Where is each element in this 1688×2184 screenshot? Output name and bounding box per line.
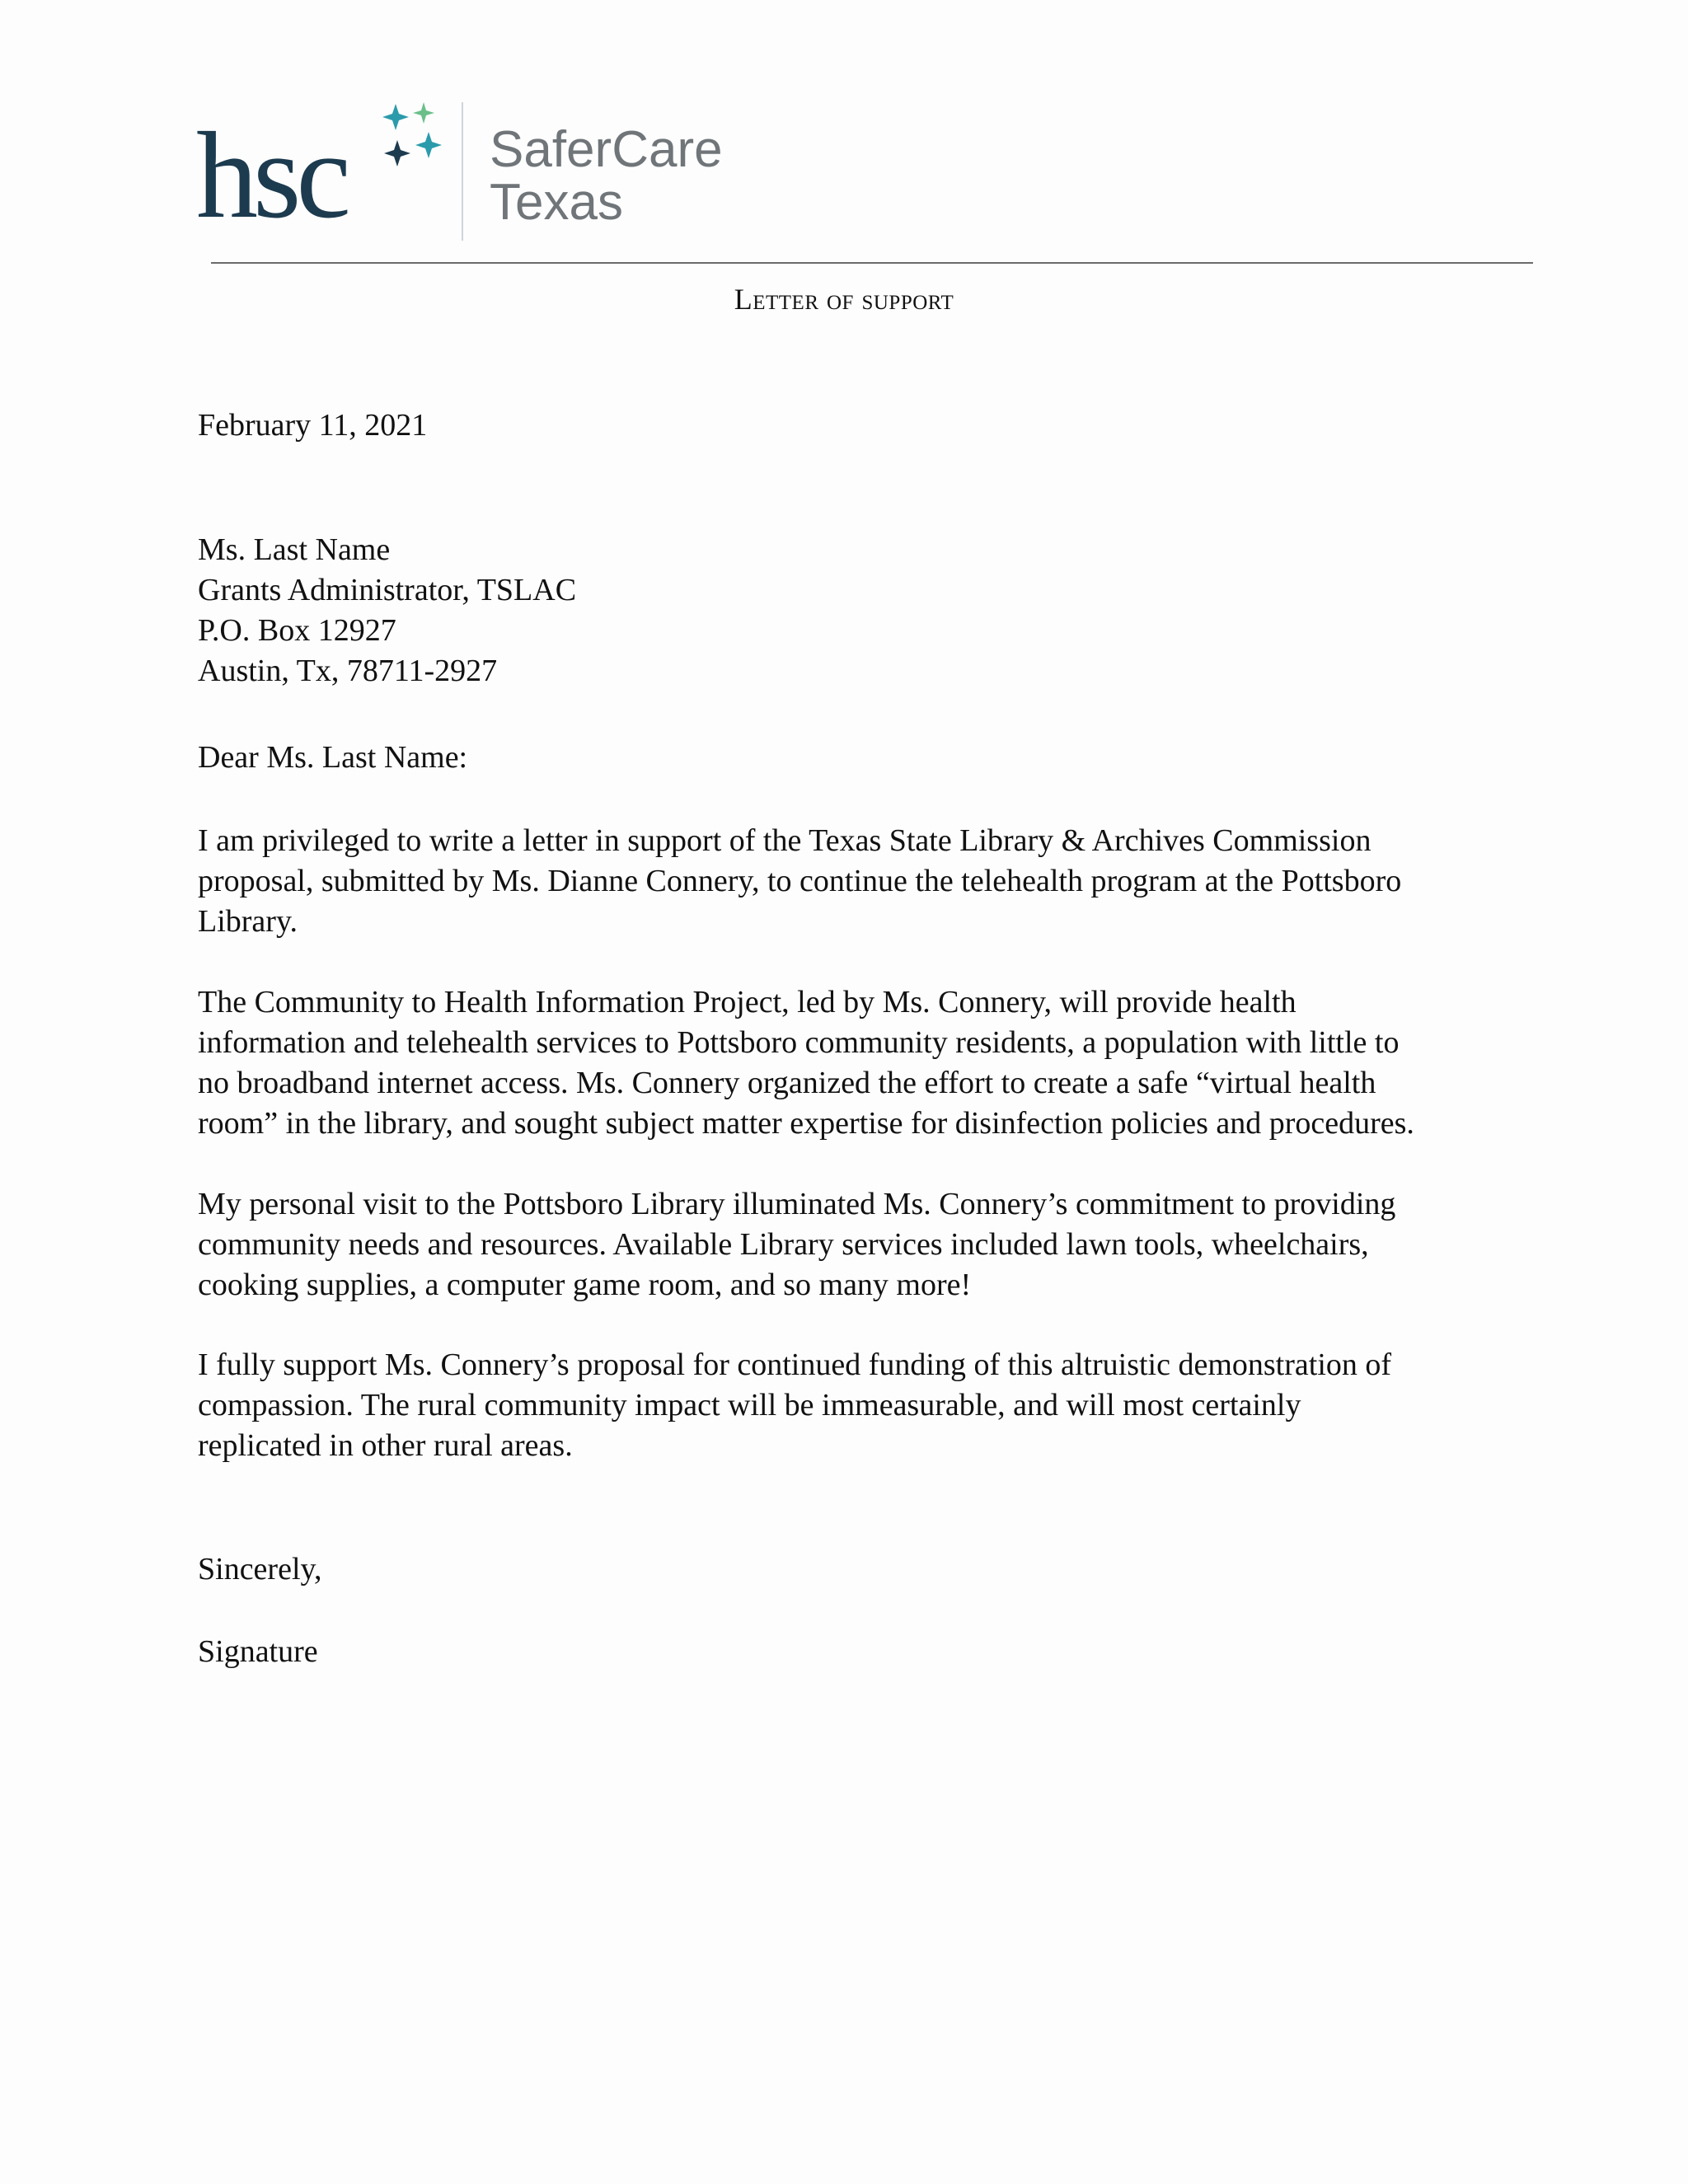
paragraph-line: I am privileged to write a letter in support of the Texas State Library & Archives Commission xyxy=(198,823,1372,858)
signature-placeholder: Signature xyxy=(198,1634,318,1669)
letter-date: February 11, 2021 xyxy=(198,408,428,443)
paragraph-line: The Community to Health Information Project, led by Ms. Connery, will provide health xyxy=(198,985,1296,1019)
letterhead-logo xyxy=(196,97,773,246)
star-top-left xyxy=(382,104,409,130)
salutation: Dear Ms. Last Name: xyxy=(198,740,468,775)
star-top-right xyxy=(413,102,434,124)
paragraph-line: cooking supplies, a computer game room, and so many more! xyxy=(198,1268,972,1302)
header-rule xyxy=(211,262,1533,264)
paragraph-line: room” in the library, and sought subject matter expertise for disinfection policies and procedures. xyxy=(198,1106,1414,1141)
sparkle-stars-icon xyxy=(371,97,470,180)
paragraph-line: I fully support Ms. Connery’s proposal for continued funding of this altruistic demonstration of xyxy=(198,1347,1392,1382)
recipient-name: Ms. Last Name xyxy=(198,532,391,567)
body-paragraph-3 xyxy=(198,1184,1550,1305)
recipient-po-box: P.O. Box 12927 xyxy=(198,613,396,648)
paragraph-line: replicated in other rural areas. xyxy=(198,1428,573,1463)
paragraph-line: no broadband internet access. Ms. Connery organized the effort to create a safe “virtual health xyxy=(198,1066,1376,1100)
logo-divider xyxy=(462,102,463,241)
brand-name xyxy=(490,121,723,231)
paragraph-line: community needs and resources. Available Library services included lawn tools, wheelchairs, xyxy=(198,1227,1369,1262)
paragraph-line: My personal visit to the Pottsboro Library illuminated Ms. Connery’s commitment to providing xyxy=(198,1187,1396,1221)
star-right xyxy=(415,132,442,158)
paragraph-line: proposal, submitted by Ms. Dianne Connery, to continue the telehealth program at the Pottsboro xyxy=(198,864,1402,898)
hsc-logo-text: hsc xyxy=(196,107,346,244)
recipient-address xyxy=(198,530,1550,691)
document-title: Letter of support xyxy=(734,283,954,316)
body-paragraph-4 xyxy=(198,1345,1550,1466)
paragraph-line: Library. xyxy=(198,904,298,939)
brand-line-2: Texas xyxy=(490,174,623,231)
brand-line-1: SaferCare xyxy=(490,121,723,178)
recipient-city: Austin, Tx, 78711-2927 xyxy=(198,654,498,688)
paragraph-line: information and telehealth services to Pottsboro community residents, a population with little to xyxy=(198,1025,1400,1060)
body-paragraph-2 xyxy=(198,982,1550,1144)
closing: Sincerely, xyxy=(198,1552,322,1586)
star-middle xyxy=(384,140,410,166)
body-paragraph-1 xyxy=(198,821,1550,942)
recipient-position: Grants Administrator, TSLAC xyxy=(198,573,577,607)
paragraph-line: compassion. The rural community impact will be immeasurable, and will most certainly xyxy=(198,1388,1301,1422)
